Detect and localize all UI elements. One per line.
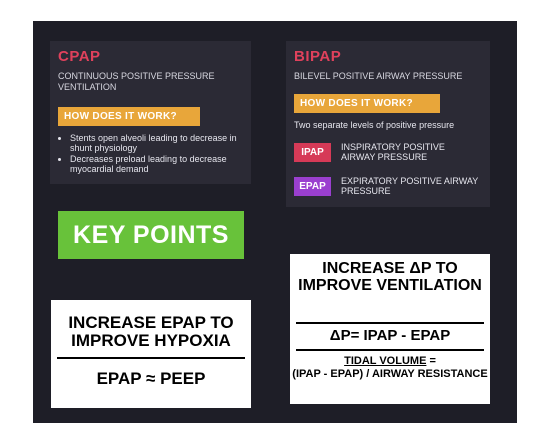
cpap-card: [50, 41, 251, 184]
bipap-how-label: HOW DOES IT WORK?: [294, 94, 440, 113]
cpap-bullet-list: [58, 133, 250, 175]
cpap-subtitle: CONTINUOUS POSITIVE PRESSURE VENTILATION: [58, 71, 215, 92]
epap-badge: EPAP: [294, 177, 331, 196]
epap-peep-equation: EPAP ≈ PEEP: [96, 369, 206, 388]
ipap-badge: IPAP: [294, 143, 331, 162]
epap-description: EXPIRATORY POSITIVE AIRWAY PRESSURE: [341, 176, 479, 196]
divider: [57, 357, 245, 359]
tidal-equals: =: [426, 355, 436, 367]
delta-p-equation: ΔP= IPAP - EPAP: [329, 327, 451, 344]
cpap-bullet: • Stents open alveoli leading to decrease in shunt physiology: [70, 133, 250, 153]
key-points-banner: KEY POINTS: [58, 211, 244, 259]
bipap-subtitle: BILEVEL POSITIVE AIRWAY PRESSURE: [294, 71, 463, 81]
tidal-volume-label: TIDAL VOLUME: [344, 355, 427, 367]
cpap-title: CPAP: [58, 48, 101, 65]
cpap-how-label: HOW DOES IT WORK?: [58, 107, 200, 126]
divider: [296, 322, 484, 324]
hypoxia-title: INCREASE EPAP TO IMPROVE HYPOXIA: [68, 313, 234, 350]
ventilation-panel: [290, 254, 490, 404]
tidal-volume-formula: [290, 355, 490, 381]
slide-canvas: [33, 21, 517, 423]
tidal-formula: (IPAP - EPAP) / AIRWAY RESISTANCE: [292, 368, 488, 380]
divider: [296, 349, 484, 351]
cpap-bullet: • Decreases preload leading to decrease myocardial demand: [70, 154, 250, 174]
bipap-description: Two separate levels of positive pressure: [294, 120, 455, 130]
bipap-card: [286, 41, 490, 207]
hypoxia-panel: [51, 300, 251, 408]
ipap-description: INSPIRATORY POSITIVE AIRWAY PRESSURE: [341, 142, 445, 162]
bipap-title: BIPAP: [294, 48, 342, 65]
ventilation-title: INCREASE ΔP TO IMPROVE VENTILATION: [298, 260, 482, 294]
